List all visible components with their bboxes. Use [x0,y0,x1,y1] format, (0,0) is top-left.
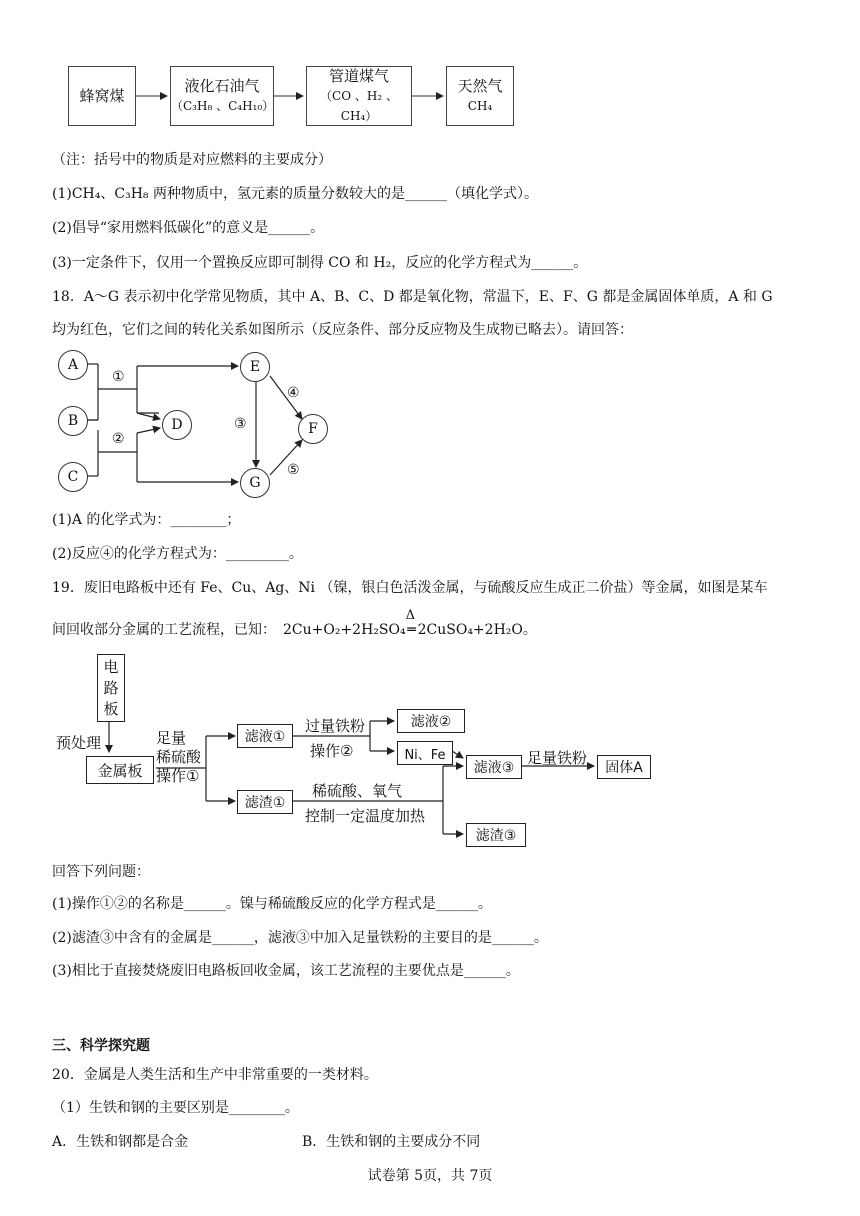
reaction-label-1: ① [112,369,125,385]
heat-condition [405,608,418,640]
node-e: E [240,352,270,382]
reaction-label-5: ⑤ [287,462,300,478]
fuel-box-formula: （C₃H₈ 、C₄H₁₀） [171,99,275,113]
acid-label-line: 足量 [156,729,187,747]
fuel-box-label: 管道煤气 [328,67,389,85]
q19-part1: (1)操作①②的名称是______。镍与稀硫酸反应的化学方程式是______。 [52,896,492,912]
node-c: C [58,462,88,492]
q19-answer-intro: 回答下列问题： [52,864,150,880]
q17-part2: (2)倡导“家用燃料低碳化”的意义是______。 [52,220,325,236]
reaction-label-3: ③ [234,416,247,432]
circuit-board-box [97,654,125,722]
fuel-box-label: 液化石油气 [184,77,260,95]
acid-op1-label [156,729,201,786]
node-a: A [58,350,88,380]
pretreat-label: 预处理 [56,734,102,752]
fuel-box-formula: CH₄ [467,99,493,113]
page-footer: 试卷第 5页，共 7页 [367,1168,493,1184]
ni-fe-box: Ni、Fe [397,741,453,765]
delta-symbol: Δ [405,608,415,623]
acid-oxygen-label: 稀硫酸、氧气 [312,782,403,800]
q20-part1: （1）生铁和钢的主要区别是________。 [52,1100,299,1116]
acid-label-line: 操作① [156,767,200,785]
node-b: B [58,406,88,436]
filtrate-3-box: 滤液③ [466,755,522,779]
filtrate-2-box: 滤液② [397,709,465,733]
q19-intro-line2 [52,608,537,640]
q20-option-a: A．生铁和钢都是合金 [52,1134,189,1150]
q20-option-b: B．生铁和钢的主要成分不同 [302,1134,481,1150]
fuel-box-label: 蜂窝煤 [79,87,125,105]
board-char: 电 [103,657,119,676]
q18-part1: (1)A 的化学式为：________； [52,512,241,528]
q19-part2: (2)滤渣③中含有的金属是______，滤液③中加入足量铁粉的主要目的是______。 [52,930,548,946]
q19-part3: (3)相比于直接焚烧废旧电路板回收金属，该工艺流程的主要优点是______。 [52,963,520,979]
metal-plate-box: 金属板 [86,756,154,784]
acid-label-line: 稀硫酸 [156,748,202,766]
q19-intro-line1: 19．废旧电路板中还有 Fe、Cu、Ag、Ni （镍，银白色活泼金属，与硫酸反应生成正二价盐）等金属，如图是某车 [52,580,768,596]
node-f: F [298,414,328,444]
q17-note: （注：括号中的物质是对应燃料的主要成分） [52,152,332,168]
reaction-label-4: ④ [287,385,300,401]
residue-3-box: 滤渣③ [466,823,526,847]
q18-intro-line1: 18．A～G 表示初中化学常见物质，其中 A、B、C、D 都是氧化物，常温下，E、F、G 都是金属固体单质，A 和 G [52,289,773,305]
q17-part3: (3)一定条件下，仅用一个置换反应即可制得 CO 和 H₂，反应的化学方程式为______。 [52,255,588,271]
solid-a-box: 固体A [597,755,651,779]
q17-part1: (1)CH₄、C₃H₈ 两种物质中，氢元素的质量分数较大的是______（填化学式）。 [52,186,538,202]
node-g: G [240,468,270,498]
fuel-box-label: 天然气 [457,77,503,95]
q19-equation-right: 2CuSO₄+2H₂O。 [417,622,537,638]
board-char: 路 [103,678,119,697]
q19-equation-left: 间回收部分金属的工艺流程，已知： 2Cu+O₂+2H₂SO₄ [52,622,406,638]
q20-intro: 20．金属是人类生活和生产中非常重要的一类材料。 [52,1067,378,1083]
section-title: 三、科学探究题 [52,1038,150,1054]
filtrate-1-box: 滤液① [237,724,293,748]
excess-iron-label: 过量铁粉 [305,717,366,735]
op2-label: 操作② [310,742,354,760]
heat-label: 控制一定温度加热 [305,807,426,825]
residue-1-box: 滤渣① [237,790,293,814]
fuel-box-formula: （CO 、H₂ 、CH₄） [320,89,398,123]
reaction-label-2: ② [112,431,125,447]
node-d: D [162,410,192,440]
enough-iron-label: 足量铁粉 [527,749,588,767]
q18-part2: (2)反应④的化学方程式为：_________。 [52,546,303,562]
q18-intro-line2: 均为红色，它们之间的转化关系如图所示（反应条件、部分反应物及生成物已略去）。请回答： [52,322,633,338]
equals-sign: ═ [407,622,416,638]
board-char: 板 [103,699,119,718]
